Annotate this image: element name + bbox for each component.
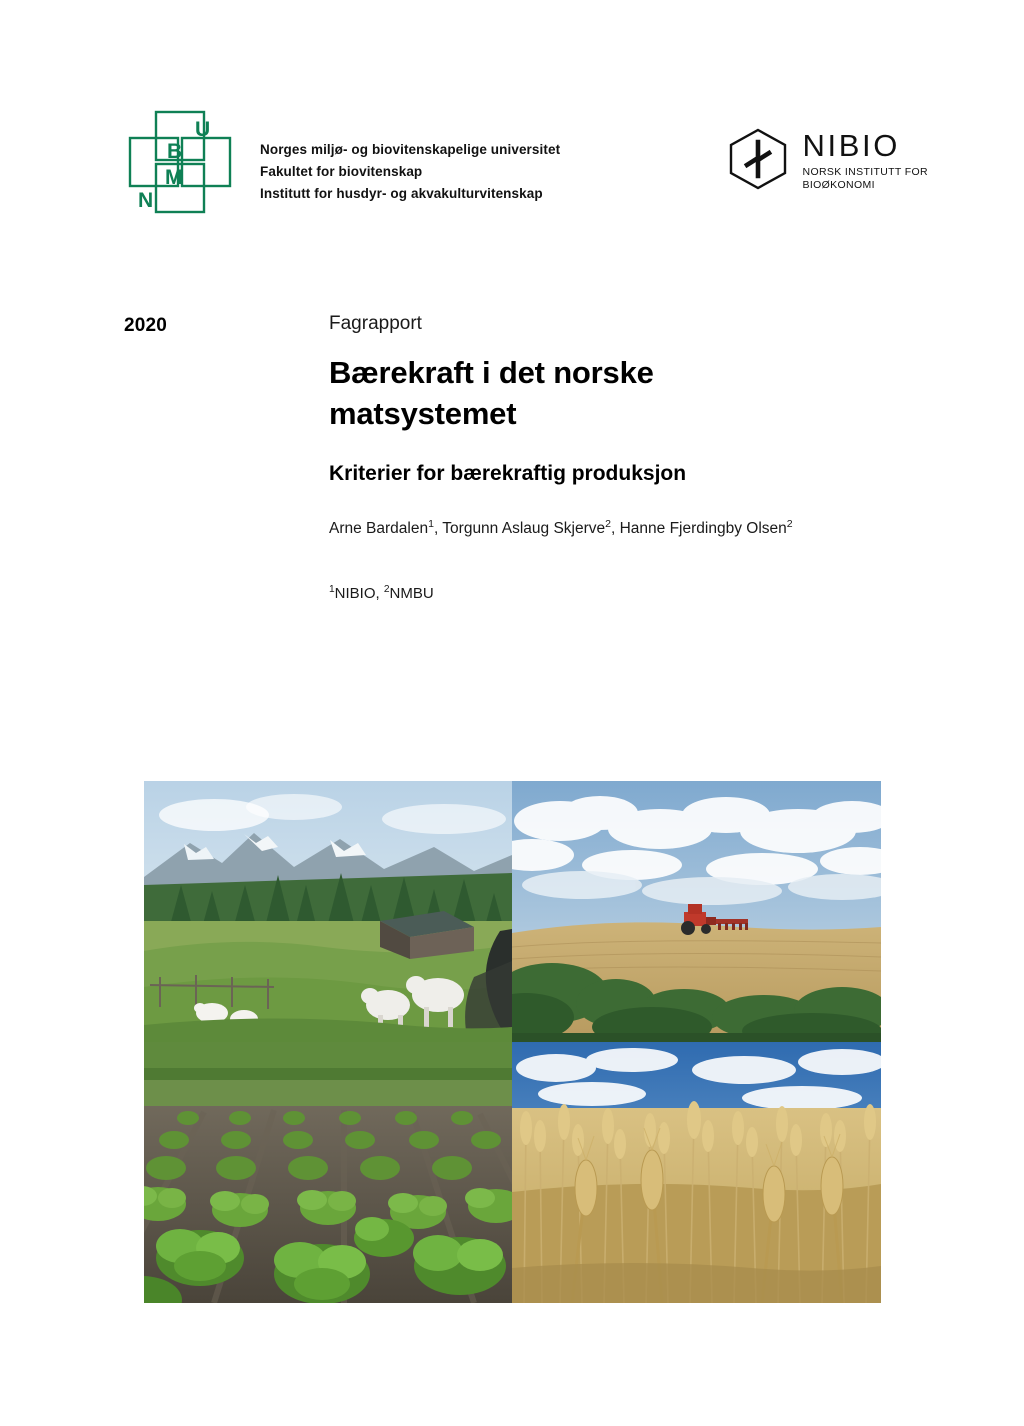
svg-text:U: U (195, 118, 211, 141)
affiliation-marker-1: 1 (329, 584, 335, 596)
photo-wheat-field (512, 1042, 881, 1303)
author-1-affiliation-marker: 1 (428, 517, 434, 530)
document-type: Fagrapport (329, 313, 422, 334)
page-title (329, 352, 929, 434)
title-block (329, 313, 929, 604)
cover-header (124, 108, 928, 218)
photo-tractor-field (512, 781, 881, 1042)
title-line-1: Bærekraft i det norske (329, 354, 654, 390)
nibio-subtitle-line-2: BIOØKONOMI (802, 179, 875, 192)
author-2-affiliation-marker: 2 (605, 517, 611, 530)
nmbu-logo-block (124, 108, 560, 218)
title-line-2: matsystemet (329, 396, 517, 432)
author-separator-1: , Torgunn Aslaug Skjerve (433, 519, 606, 537)
svg-text:M: M (165, 166, 183, 189)
nmbu-line-2: Fakultet for biovitenskap (260, 163, 423, 179)
page-subtitle: Kriterier for bærekraftig produksjon (329, 462, 687, 486)
author-list (329, 518, 929, 540)
author-separator-2: , Hanne Fjerdingby Olsen (611, 519, 787, 537)
nibio-subtitle-line-1: NORSK INSTITUTT FOR (802, 166, 928, 178)
publication-year: 2020 (124, 315, 168, 336)
photo-mountain-pasture-sheep (144, 781, 512, 1042)
affiliation-2: NMBU (389, 585, 434, 603)
photo-vegetable-rows (144, 1042, 512, 1303)
affiliation-marker-2: 2 (383, 584, 390, 596)
nibio-logo-block (727, 128, 928, 193)
nmbu-line-3: Institutt for husdyr- og akvakulturvitenskap (260, 185, 543, 201)
svg-text:N: N (138, 189, 154, 212)
cover-image-collage (144, 781, 881, 1303)
nibio-wordmark (803, 128, 928, 193)
svg-text:B: B (167, 140, 183, 163)
affiliation-legend (329, 583, 929, 604)
nibio-name: NIBIO (802, 128, 900, 163)
author-1: Arne Bardalen (329, 519, 429, 537)
nibio-mark-icon (727, 128, 789, 190)
affiliation-1: NIBIO, (334, 585, 384, 603)
author-3-affiliation-marker: 2 (786, 517, 793, 530)
nmbu-line-1: Norges miljø- og biovitenskapelige universitet (260, 142, 561, 157)
nmbu-affiliation-text (260, 108, 560, 205)
nmbu-logo (124, 108, 236, 218)
nibio-subtitle (803, 166, 928, 193)
